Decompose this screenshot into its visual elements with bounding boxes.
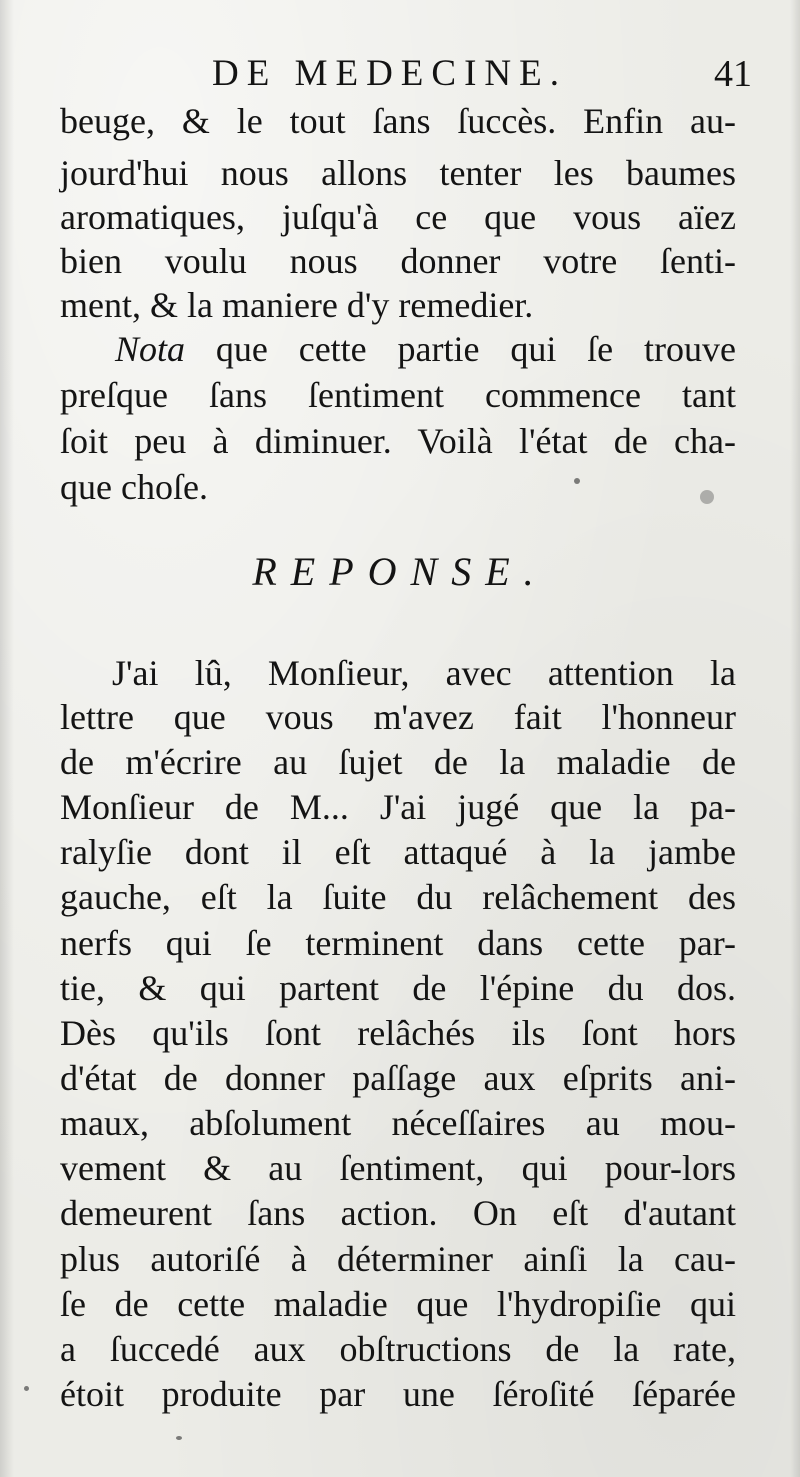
text-line: aromatiques, juſqu'à ce que vous aïez	[60, 197, 736, 237]
text-line: demeurent ſans action. On eſt d'autant	[60, 1193, 736, 1233]
nota-lead: Nota	[115, 329, 186, 369]
text-line: lettre que vous m'avez fait l'honneur	[60, 697, 736, 737]
nota-first-line	[115, 326, 736, 372]
text-line: de m'écrire au ſujet de la maladie de	[60, 742, 736, 782]
text-line: vement & au ſentiment, qui pour-lors	[60, 1148, 736, 1188]
text-line: maux, abſolument néceſſaires au mou-	[60, 1103, 736, 1143]
text-line: gauche, eſt la ſuite du relâchement des	[60, 877, 736, 917]
text-line: d'état de donner paſſage aux eſprits ani-	[60, 1058, 736, 1098]
text-line: preſque ſans ſentiment commence tant	[60, 375, 736, 415]
section-heading: REPONSE.	[252, 549, 548, 594]
text-line: bien voulu nous donner votre ſenti-	[60, 241, 736, 281]
text-line: que choſe.	[60, 467, 208, 507]
ink-speck	[176, 1436, 182, 1440]
text-line: étoit produite par une ſéroſité ſéparée	[60, 1374, 736, 1414]
ink-speck	[574, 478, 580, 484]
text-line: nerfs qui ſe terminent dans cette par-	[60, 923, 736, 963]
response-first-line: J'ai lû, Monſieur, avec attention la	[112, 653, 736, 693]
page-right-shadow	[790, 0, 800, 1477]
text-line: jourd'hui nous allons tenter les baumes	[60, 153, 736, 193]
text-line: ſe de cette maladie que l'hydropiſie qui	[60, 1284, 736, 1324]
page-header	[212, 52, 752, 96]
page-number: 41	[714, 53, 752, 95]
text-line: ralyſie dont il eſt attaqué à la jambe	[60, 832, 736, 872]
text-line: Dès qu'ils ſont relâchés ils ſont hors	[60, 1013, 736, 1053]
page-left-shadow	[0, 0, 14, 1477]
text-line: Monſieur de M... J'ai jugé que la pa-	[60, 787, 736, 827]
ink-speck	[24, 1386, 29, 1391]
text-line: ſoit peu à diminuer. Voilà l'état de cha-	[60, 421, 736, 461]
text-line: a ſuccedé aux obſtructions de la rate,	[60, 1329, 736, 1369]
text-line: tie, & qui partent de l'épine du dos.	[60, 968, 736, 1008]
text-line: ment, & la maniere d'y remedier.	[60, 285, 534, 325]
running-head: DE MEDECINE.	[212, 53, 567, 94]
ink-speck	[700, 490, 714, 504]
text-line: beuge, & le tout ſans ſuccès. Enfin au-	[60, 101, 736, 141]
text-line: plus autoriſé à déterminer ainſi la cau-	[60, 1239, 736, 1279]
nota-first-line-text: que cette partie qui ſe trouve	[185, 329, 736, 369]
